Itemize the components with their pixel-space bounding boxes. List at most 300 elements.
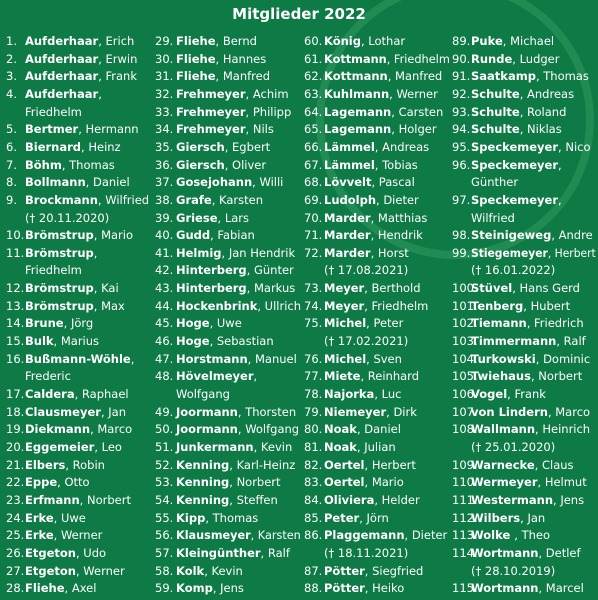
member-number: 23. [6,492,25,507]
member-first-name: Jörg [70,316,94,331]
member-number: 77. [304,369,323,384]
member-number: 22. [6,475,25,490]
member-last-name: Brockmann [25,192,98,207]
member-last-name: Fliehe [176,69,216,84]
member-first-name: Willi [259,175,284,190]
member-number: 82. [304,457,323,472]
member-last-name: Tenberg [471,298,524,313]
member-first-name: Marcel [545,581,584,596]
member-first-name: Friedrich [534,316,584,331]
member-first-name: Norbert [538,369,583,384]
member-number: 49. [155,404,174,419]
member-number: 6. [6,139,17,154]
member-first-name: Hans Gerd [519,281,580,296]
member-last-name: Schulte [471,122,520,137]
member-first-name: Hermann [85,122,139,137]
member-number: 36. [155,157,174,172]
member-number: 17. [6,387,25,401]
member-number: 55. [155,510,174,525]
member-first-name: Jan Hendrik [228,245,296,260]
member-number: 41. [155,245,174,260]
member-first-name: Steffen [236,492,278,507]
member-number: 112. [452,510,478,525]
member-last-name: Hoge [176,334,210,349]
member-first-name: Detlef [545,545,581,560]
member-first-name: Karl-Heinz [236,457,296,472]
member-first-name: Achim [252,86,289,101]
member-last-name: Joormann [176,404,238,419]
member-number: 4. [6,86,17,101]
member-last-name: Runde [471,51,513,66]
member-last-name: Wallmann [471,422,536,437]
member-last-name: Bußmann-Wöhle [25,351,131,366]
member-number: 66. [304,139,323,154]
member-number: 92. [452,86,471,101]
member-number: 91. [452,69,471,84]
member-last-name: Speckemeyer [471,139,559,154]
member-last-name: Saatkamp [471,69,536,84]
member-last-name: Fliehe [176,51,216,66]
member-number: 103. [452,334,478,349]
member-last-name: Frehmeyer [176,122,246,137]
member-first-name: Manfred [222,69,271,84]
member-first-name: Ralf [563,334,586,349]
member-number: 32. [155,86,174,101]
member-first-name: Friedhelm [25,104,82,119]
member-last-name: Erke [25,510,54,525]
member-last-name: Brömstrup [25,281,94,296]
member-first-name: Günther [471,175,519,190]
member-first-name: Erwin [105,51,138,66]
member-number: 95. [452,139,471,154]
member-first-name: Theo [521,528,551,543]
member-first-name: Marius [60,334,100,349]
member-number: 10. [6,228,25,243]
member-first-name: Wilfried [471,210,515,225]
member-number: 54. [155,492,174,507]
member-first-name: Axel [71,581,97,596]
member-last-name: Lagemann [324,122,392,137]
member-last-name: Brune [25,316,64,331]
member-list-panel: Mitglieder 2022 1. Aufderhaar, Erich 2. Aufderhaar, Erwin 3. Aufderhaar, Frank 4. Aufderhaar, Friedhelm 5. Bertmer, Hermann 6. Biernard, Heinz 7. Böhm, Thomas 8. Bollmann, Daniel 9. Brockmann, Wilfried († 20.11.2020) 10. Brömstrup, Mario 11. Brömstrup, Friedhelm 12. Brömstrup, Kai 13. Brömstrup, Max 14. Brune, Jörg 15. Bulk, Marius 16. Bußmann-Wöhle, Frederic 17. Caldera, Raphael 18. Clausmeyer, Jan 19. Diekmann, Marco 20. Eggemeier, Leo 21. Elbers, Robin 22. Eppe, Otto 23. Erfmann, Norbert 24. Erke, Uwe 25. Erke, Werner 26. Etgeton, Udo 27. Etgeton, Werner 28. Fliehe, Axel 29. Fliehe, Bernd 30. Fliehe, Hannes 31. Fliehe, Manfred 32. Frehmeyer, Achim 33. Frehmeyer, Philipp 34. Frehmeyer, Nils 35. Giersch, Egbert 36. Giersch, Oliver 37. Gosejohann, Willi 38. Grafe, Karsten 39. Griese, Lars 40. Gudd, Fabian 41. Helmig, Jan Hendrik 42. Hinterberg, Günter 43. Hinterberg, Markus 44. Hockenbrink, Ullrich 45. Hoge, Uwe 46. Hoge, Sebastian 47. Horstmann, Manuel 48. Hövelmeyer, Wolfgang 49. Joormann, Thorsten 50. Joormann, Wolfgang 51. Junkermann, Kevin 52. Kenning, Karl-Heinz 53. Kenning, Norbert 54. Kenning, Steffen 55. Kipp, Thomas 56. Klausmeyer, Karsten 57. Kleingünther, Ralf 58. Kolk, Kevin 59. Komp, Jens 60. König, Lothar 61. Kottmann, Friedhelm 62. Kottmann, Manfred 63. Kuhlmann, Werner 64. Lagemann, Carsten 65. Lagemann, Holger 66. Lämmel, Andreas 67. Lämmel, Tobias 68. Lövvelt, Pascal 69. Ludolph, Dieter 70. Marder, Matthias 71. Marder, Hendrik 72. Marder, Horst († 17.08.2021) 73. Meyer, Berthold 74. Meyer, Friedhelm 75. Michel, Peter († 17.02.2021) 76. Michel, Sven 77. Miete, Reinhard 78. Najorka, Luc 79. Niemeyer, Dirk 80. Noak, Daniel 81. Noak, Julian 82. Oertel, Herbert 83. Oertel, Mario 84. Oliviera, Helder 85. Peter, Jörn 86. Plaggemann, Dieter († 18.11.2021) 87. Pötter, Siegfried 88. Pötter, Heiko 89. Puke, Michael 90. Runde, Ludger 91. Saatkamp, Thomas 92. Schulte, Andreas 93. Schulte, Roland 94. Schulte, Niklas 95. Speckemeyer, Nico 96. Speckemeyer, Günther 97. Speckemeyer, Wilfried 98. Steinigeweg, Andre 99. Stiegemeyer, Herbert († 16.01.2022) 100. Stüvel, Hans Gerd 101. Tenberg, Hubert 102. Tiemann, Friedrich 103. Timmermann, Ralf 104. Turkowski, Dominic 105. Twiehaus, Norbert 106. Vogel, Frank 107. von Lindern, Marco 108. Wallmann, Heinrich († 25.01.2020) 109. Warnecke, Claus 110. Wermeyer, Helmut 111. Westermann, Jens 112. Wilbers, Jan 113. Wolke , Theo 114. Wortmann, Detlef († 28.10.2019) 115. Wortmann, Marcel [0,0,598,600]
member-last-name: Diekmann [25,422,91,437]
member-last-name: Twiehaus [471,369,531,384]
member-last-name: Gudd [176,228,211,243]
member-last-name: Eppe [25,475,58,490]
member-last-name: Eggemeier [25,439,95,454]
member-number: 13. [6,298,25,313]
member-number: 107. [452,404,478,419]
member-last-name: Joormann [176,422,238,437]
member-first-name: Egbert [232,139,271,154]
member-number: 19. [6,422,25,437]
member-first-name: Wilfried [105,192,150,207]
member-last-name: Peter [324,510,360,525]
member-number: 113. [452,528,478,543]
member-number: 60. [304,34,323,48]
member-first-name: Heiko [372,581,405,596]
member-number: 106. [452,387,478,401]
member-first-name: Friedhelm [393,51,450,66]
member-first-name: Markus [253,281,296,296]
member-first-name: Philipp [252,104,292,119]
member-number: 83. [304,475,323,490]
member-number: 75. [304,316,323,331]
member-first-name: Andre [558,228,593,243]
member-last-name: Plaggemann [324,528,405,543]
member-number: 65. [304,122,323,137]
member-number: 102. [452,316,478,331]
member-number: 11. [6,245,25,260]
member-number: 76. [304,351,323,366]
member-first-name: Oliver [232,157,267,172]
member-first-name: Erich [105,34,135,48]
member-last-name: Wolke [471,528,515,543]
member-last-name: Erfmann [25,492,80,507]
member-last-name: Oertel [324,475,365,490]
member-first-name: Heinrich [542,422,591,437]
member-number: 52. [155,457,174,472]
member-last-name: Kenning [176,492,230,507]
member-last-name: Meyer [324,298,365,313]
member-number: 85. [304,510,323,525]
member-number: 30. [155,51,174,66]
member-first-name: Ullrich [264,298,302,313]
member-last-name: Westermann [471,492,554,507]
member-first-name: Frank [514,387,546,401]
member-last-name: Warnecke [471,457,535,472]
member-last-name: Kuhlmann [324,86,390,101]
member-first-name: Werner [83,563,125,578]
member-number: 64. [304,104,323,119]
member-last-name: Pötter [324,563,365,578]
member-first-name: Manfred [395,69,443,84]
member-first-name: Holger [398,122,437,137]
member-last-name: Griese [176,210,218,225]
member-first-name: Dieter [411,528,448,543]
member-first-name: Friedhelm [371,298,429,313]
member-last-name: Aufderhaar [25,69,99,84]
member-number: 14. [6,316,25,331]
member-first-name: Horst [377,245,409,260]
member-last-name: Bollmann [25,175,86,190]
member-first-name: Siegfried [372,563,424,578]
member-number: 8. [6,175,17,190]
member-last-name: Timmermann [471,334,557,349]
member-first-name: Nico [565,139,591,154]
member-number: 27. [6,563,25,578]
member-death-date: († 17.08.2021) [324,263,409,278]
member-first-name: Thorsten [245,404,297,419]
member-first-name: Friedhelm [25,263,82,278]
member-last-name: Stiegemeyer [471,245,548,260]
member-number: 2. [6,51,17,66]
member-number: 73. [304,281,323,296]
member-last-name: Brömstrup [25,298,94,313]
member-last-name: Aufderhaar [25,34,99,48]
member-first-name: Kevin [211,563,243,578]
member-last-name: Lämmel [324,139,375,154]
member-last-name: Brömstrup [25,228,94,243]
member-first-name: Nils [252,122,274,137]
member-last-name: Böhm [25,157,62,172]
member-last-name: Grafe [176,192,212,207]
member-number: 38. [155,192,174,207]
member-number: 46. [155,334,174,349]
member-last-name: Steinigeweg [471,228,552,243]
member-first-name: Frederic [25,369,71,384]
member-death-date: († 18.11.2021) [324,545,409,560]
member-last-name: Fliehe [25,581,65,596]
member-number: 43. [155,281,174,296]
member-first-name: Daniel [92,175,130,190]
member-first-name: Kai [101,281,119,296]
member-first-name: Jens [560,492,585,507]
member-first-name: Peter [373,316,404,331]
member-last-name: Lövvelt [324,175,372,190]
member-first-name: Mario [101,228,134,243]
member-last-name: Meyer [324,281,365,296]
member-last-name: Speckemeyer [471,157,559,172]
member-last-name: Etgeton [25,545,76,560]
member-last-name: Junkermann [176,439,254,454]
member-death-date: († 25.01.2020) [471,439,556,454]
member-first-name: Fabian [217,228,255,243]
member-first-name: Herbert [371,457,416,472]
member-first-name: Uwe [216,316,242,331]
member-number: 44. [155,298,174,313]
member-number: 104. [452,351,478,366]
member-last-name: Brömstrup [25,245,94,260]
member-first-name: Tobias [382,157,418,172]
member-first-name: Udo [83,545,107,560]
member-first-name: Leo [101,439,122,454]
member-first-name: Wolfgang [176,387,230,401]
member-last-name: Speckemeyer [471,192,559,207]
member-number: 21. [6,457,25,472]
member-number: 71. [304,228,323,243]
member-first-name: Mario [371,475,404,490]
member-number: 62. [304,69,323,84]
member-last-name: Klausmeyer [176,528,251,543]
member-first-name: Pascal [378,175,415,190]
member-first-name: Otto [64,475,90,490]
member-last-name: Giersch [176,139,225,154]
member-first-name: Ludger [519,51,560,66]
member-last-name: Hövelmeyer [176,369,254,384]
member-first-name: Wolfgang [245,422,300,437]
member-first-name: Hendrik [377,228,423,243]
member-first-name: Matthias [377,210,428,225]
member-last-name: Tiemann [471,316,527,331]
member-first-name: Herbert [554,245,596,260]
member-first-name: Robin [72,457,105,472]
member-number: 40. [155,228,174,243]
member-number: 74. [304,298,323,313]
member-first-name: Carsten [398,104,444,119]
member-first-name: Michael [510,34,555,48]
member-last-name: Hinterberg [176,263,247,278]
member-number: 80. [304,422,323,437]
member-last-name: Frehmeyer [176,86,246,101]
member-first-name: Werner [60,528,103,543]
member-number: 42. [155,263,174,278]
member-last-name: Aufderhaar [25,51,99,66]
member-first-name: Bernd [222,34,257,48]
member-first-name: Hannes [222,51,267,66]
member-first-name: Roland [527,104,567,119]
member-number: 59. [155,581,174,596]
member-number: 88. [304,581,323,596]
member-last-name: Schulte [471,104,520,119]
member-number: 57. [155,545,174,560]
member-last-name: Hinterberg [176,281,247,296]
member-number: 94. [452,122,471,137]
member-first-name: Reinhard [367,369,419,384]
member-last-name: Lagemann [324,104,392,119]
member-last-name: Kottmann [324,69,388,84]
member-number: 114. [452,545,478,560]
member-first-name: Frank [105,69,138,84]
member-last-name: Lämmel [324,157,375,172]
member-first-name: Norbert [236,475,281,490]
member-number: 33. [155,104,174,119]
member-number: 84. [304,492,323,507]
member-number: 100. [452,281,478,296]
member-last-name: Kolk [176,563,205,578]
member-last-name: Marder [324,228,371,243]
member-number: 89. [452,34,471,48]
member-first-name: Jan [527,510,546,525]
member-last-name: Stüvel [471,281,513,296]
member-first-name: Lothar [368,34,406,48]
member-number: 70. [304,210,323,225]
member-number: 87. [304,563,323,578]
member-last-name: Michel [324,316,367,331]
member-first-name: Uwe [60,510,86,525]
member-first-name: Marco [97,422,133,437]
member-number: 99. [452,245,471,260]
member-number: 79. [304,404,323,419]
member-last-name: Kenning [176,457,230,472]
member-number: 1. [6,34,17,48]
member-last-name: König [324,34,361,48]
member-first-name: Lars [224,210,249,225]
member-death-date: († 16.01.2022) [471,263,556,278]
member-number: 25. [6,528,25,543]
member-number: 78. [304,387,323,401]
member-last-name: Pötter [324,581,365,596]
member-first-name: Günter [253,263,294,278]
member-first-name: Dominic [543,351,591,366]
member-last-name: Fliehe [176,34,216,48]
member-first-name: Thomas [543,69,589,84]
member-first-name: Manuel [254,351,297,366]
member-last-name: Clausmeyer [25,404,101,419]
member-number: 48. [155,369,174,384]
member-first-name: Sven [373,351,402,366]
member-last-name: Noak [324,439,357,454]
member-number: 53. [155,475,174,490]
member-first-name: Hubert [530,298,571,313]
member-number: 98. [452,228,471,243]
member-first-name: Claus [541,457,574,472]
member-first-name: Ralf [267,545,290,560]
member-first-name: Thomas [212,510,259,525]
member-first-name: Andreas [527,86,575,101]
member-last-name: Vogel [471,387,508,401]
member-last-name: Aufderhaar [25,86,99,101]
member-number: 35. [155,139,174,154]
member-last-name: Wermeyer [471,475,538,490]
member-number: 108. [452,422,478,437]
member-last-name: Najorka [324,387,375,401]
member-first-name: Jens [220,581,244,596]
member-last-name: Bulk [25,334,54,349]
member-last-name: Caldera [25,387,75,401]
member-number: 28. [6,581,25,596]
member-number: 69. [304,192,323,207]
member-number: 63. [304,86,323,101]
member-last-name: Kottmann [324,51,387,66]
member-number: 61. [304,51,323,66]
member-number: 12. [6,281,25,296]
member-number: 72. [304,245,323,260]
member-death-date: († 28.10.2019) [471,563,556,578]
member-last-name: Elbers [25,457,66,472]
member-last-name: Frehmeyer [176,104,246,119]
member-first-name: Luc [381,387,402,401]
member-last-name: Gosejohann [176,175,253,190]
member-last-name: Kleingünther [176,545,261,560]
member-death-date: († 20.11.2020) [25,210,110,225]
member-first-name: Marco [555,404,591,419]
member-number: 37. [155,175,174,190]
member-first-name: Max [101,298,125,313]
member-number: 105. [452,369,478,384]
member-first-name: Werner [396,86,438,101]
member-number: 45. [155,316,174,331]
member-last-name: Schulte [471,86,520,101]
member-number: 18. [6,404,25,419]
member-first-name: Helmut [544,475,587,490]
member-last-name: Niemeyer [324,404,387,419]
member-first-name: Kevin [260,439,293,454]
member-number: 7. [6,157,17,172]
member-last-name: Oliviera [324,492,375,507]
member-first-name: Helder [381,492,420,507]
member-first-name: Berthold [371,281,421,296]
member-last-name: Michel [324,351,367,366]
member-first-name: Norbert [86,492,131,507]
member-first-name: Dieter [383,192,419,207]
member-number: 97. [452,192,471,207]
member-first-name: Dirk [393,404,417,419]
member-last-name: Hockenbrink [176,298,258,313]
member-first-name: Niklas [527,122,562,137]
member-last-name: Turkowski [471,351,536,366]
member-number: 58. [155,563,174,578]
member-number: 39. [155,210,174,225]
member-first-name: Karsten [257,528,301,543]
member-last-name: Hoge [176,316,210,331]
member-last-name: Wilbers [471,510,521,525]
member-number: 110. [452,475,478,490]
member-last-name: Oertel [324,457,365,472]
member-last-name: Bertmer [25,122,79,137]
member-number: 34. [155,122,174,137]
member-number: 16. [6,351,25,366]
